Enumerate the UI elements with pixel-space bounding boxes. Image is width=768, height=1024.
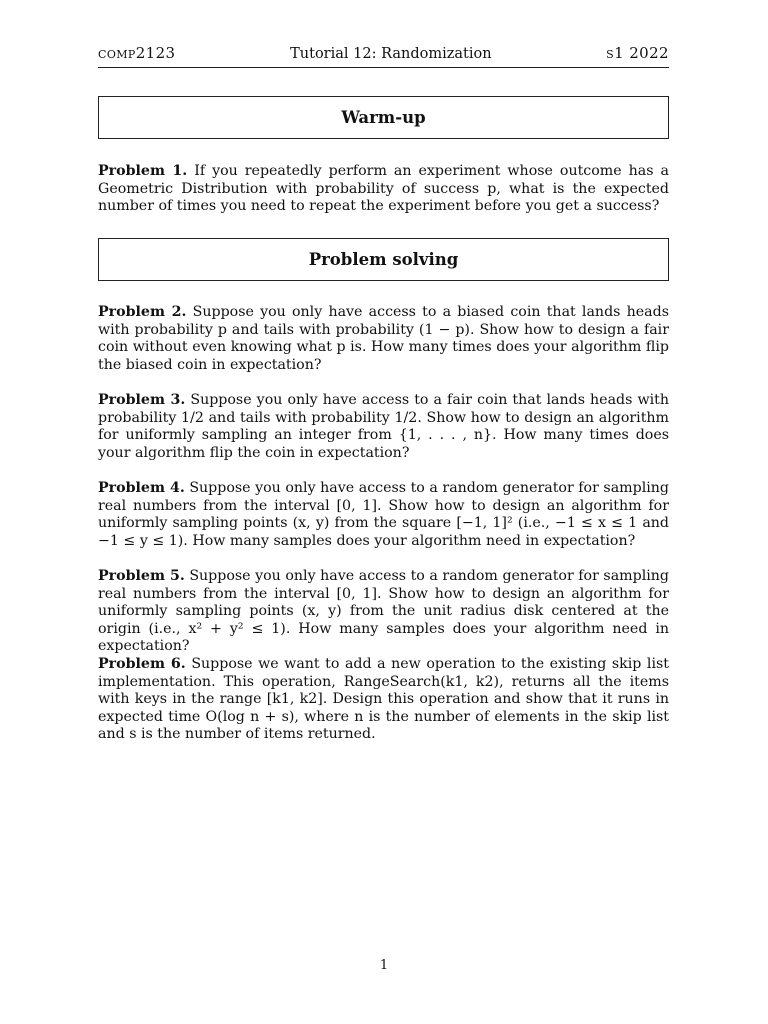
problem-6 — [98, 656, 669, 744]
problem-1 — [98, 163, 669, 216]
problem-2-text: Suppose you only have access to a biased coin that lands heads with probability p and tails with probability (1 − p). Show how to design a fair coin without even knowing what p is. How many times does your algorithm flip the biased coin in expectation? — [98, 304, 669, 373]
problem-2 — [98, 304, 669, 374]
page-header — [98, 44, 669, 68]
section-problem-solving — [98, 238, 669, 281]
problem-6-label: Problem 6. — [98, 656, 186, 672]
course-code: comp2123 — [98, 44, 176, 62]
problem-5-label: Problem 5. — [98, 568, 185, 584]
section-warmup — [98, 96, 669, 139]
problem-1-label: Problem 1. — [98, 163, 188, 179]
problem-1-text: If you repeatedly perform an experiment whose outcome has a Geometric Distribution with probability of success p, what is the expected number of times you need to repeat the experiment before you get a success? — [98, 163, 669, 215]
problem-3-text: Suppose you only have access to a fair coin that lands heads with probability 1/2 and tails with probability 1/2. Show how to design an algorithm for uniformly sampling an integer from {1, . . . , n}. How many times does your algorithm flip the coin in expectation? — [98, 392, 669, 461]
problem-2-label: Problem 2. — [98, 304, 187, 320]
problem-3 — [98, 392, 669, 462]
semester: s1 2022 — [606, 44, 669, 62]
problem-4 — [98, 480, 669, 550]
problem-4-text: Suppose you only have access to a random generator for sampling real numbers from the interval [0, 1]. Show how to design an algorithm for uniformly sampling points (x, y) from the square [−1, 1]² (i.e., −1 ≤ x ≤ 1 and −1 ≤ y ≤ 1). How many samples does your algorithm need in expectation? — [98, 480, 669, 549]
problem-5-text: Suppose you only have access to a random generator for sampling real numbers from the interval [0, 1]. Show how to design an algorithm for uniformly sampling points (x, y) from the unit radius disk centered at the origin (i.e., x² + y² ≤ 1). How many samples does your algorithm need in expectation? — [98, 568, 669, 655]
problem-6-text: Suppose we want to add a new operation to the existing skip list implementation. This operation, RangeSearch(k1, k2), returns all the items with keys in the range [k1, k2]. Design this operation and show that it runs in expected time O(log n + s), where n is the number of elements in the skip list and s is the number of items returned. — [98, 656, 669, 743]
tutorial-title: Tutorial 12: Randomization — [290, 46, 492, 62]
section-problem-solving-title: Problem solving — [308, 250, 459, 269]
problem-4-label: Problem 4. — [98, 480, 185, 496]
page-number: 1 — [379, 958, 389, 973]
problem-3-label: Problem 3. — [98, 392, 186, 408]
problem-5 — [98, 568, 669, 656]
section-warmup-title: Warm-up — [341, 108, 426, 127]
